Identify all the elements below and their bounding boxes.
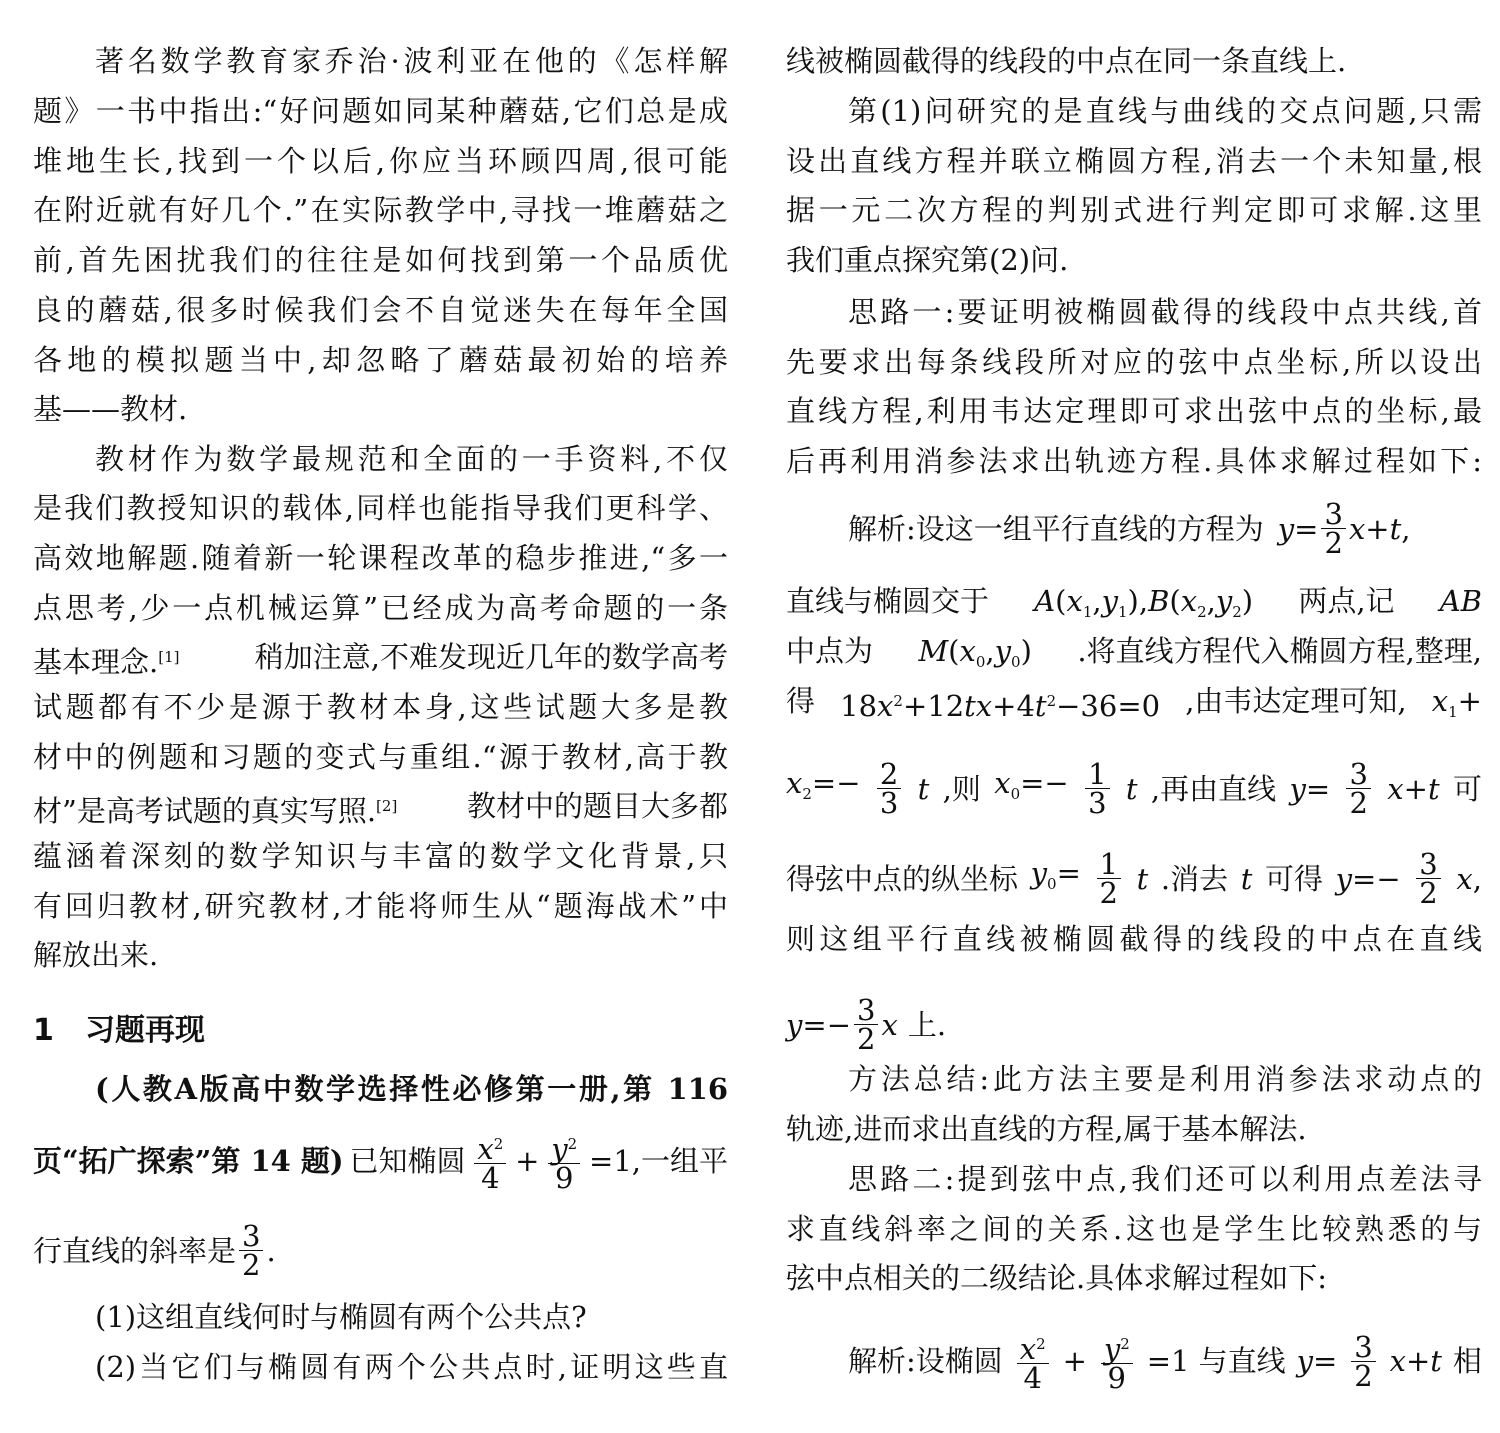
- text-line: 解放出来.: [33, 938, 159, 972]
- solution-line: 解析:设椭圆 $\frac{x^2}{4}$ + $\frac{y^2}{9}$ =1 与直线 y= $\frac{3}{2}$ x+t 相: [848, 1329, 1482, 1395]
- text-line: 思路一:要证明被椭圆截得的线段中点共线,首: [848, 295, 1482, 329]
- fraction: $\frac{3}{2}$: [239, 1222, 263, 1279]
- problem-source: 页“拓广探索”第 14 题): [33, 1144, 344, 1178]
- text-line: [33, 789, 728, 828]
- reference-marker[interactable]: [1]: [158, 648, 180, 666]
- problem-line: 页“拓广探索”第 14 题) 已知椭圆 $\frac{x^2}{4}$ + $\frac{y^2}{9}$ =1,一组平: [33, 1132, 728, 1195]
- fraction: $\frac{x^2}{4}$: [474, 1130, 506, 1192]
- solution-line: 得 $18x^2+12tx+4t^2-36=0$ ,由韦达定理可知, $x_1+$: [786, 684, 1482, 729]
- text-run: ,则: [942, 771, 981, 806]
- text-run: 得: [786, 684, 816, 718]
- text-line: 教材作为数学最规范和全面的一手资料,不仅: [95, 442, 728, 476]
- text-run: 直线与椭圆交于: [786, 584, 990, 618]
- fraction: $\frac{y^2}{9}$: [548, 1130, 580, 1192]
- text-line: 思路二:提到弦中点,我们还可以利用点差法寻: [848, 1162, 1482, 1196]
- fraction: $\frac{x^2}{4}$: [1017, 1330, 1049, 1392]
- section-number: 1: [33, 1013, 54, 1048]
- text-line: 是我们教授知识的载体,同样也能指导我们更科学、: [33, 491, 728, 525]
- solution-line: 中点为 $M(x_0,y_0)$ .将直线方程代入椭圆方程,整理,: [786, 634, 1482, 679]
- text-line: 先要求出每条线段所对应的弦中点坐标,所以设出: [786, 345, 1482, 379]
- solution-line: 解析:设这一组平行直线的方程为 y= $\frac{3}{2}$ x+t,: [848, 497, 1411, 560]
- text-run: =1,一组平: [589, 1144, 728, 1178]
- solution-line: 得弦中点的纵坐标 $y_0=$ $\frac{1}{2}$ t .消去 t 可得 y=− $\frac{3}{2}$ x,: [786, 847, 1482, 910]
- text-line: 方法总结:此方法主要是利用消参法求动点的: [848, 1062, 1482, 1096]
- text-run: 基本理念.: [33, 645, 159, 679]
- question-1: (1)这组直线何时与椭圆有两个公共点?: [95, 1300, 587, 1334]
- section-title: 习题再现: [85, 1013, 205, 1048]
- text-run: 上.: [907, 1007, 947, 1042]
- text-line: 据一元二次方程的判别式进行判定即可求解.这里: [786, 193, 1482, 227]
- fraction: $\frac{2}{3}$: [877, 760, 901, 817]
- text-line: 材中的例题和习题的变式与重组.“源于教材,高于教: [33, 740, 728, 774]
- text-run: 解析:设椭圆: [848, 1344, 1003, 1378]
- question-2: (2)当它们与椭圆有两个公共点时,证明这些直: [95, 1350, 728, 1384]
- text-run: 材”是高考试题的真实写照.: [33, 794, 377, 828]
- text-run: 教材中的题目大多都: [466, 789, 728, 823]
- fraction: $\frac{1}{3}$: [1085, 760, 1109, 817]
- text-line: 弦中点相关的二级结论.具体求解过程如下:: [786, 1261, 1327, 1295]
- text-run: 稍加注意,不难发现近几年的数学高考: [254, 640, 728, 674]
- text-line: 第(1)问研究的是直线与曲线的交点问题,只需: [848, 94, 1482, 128]
- problem-line: 行直线的斜率是 $\frac{3}{2}$ .: [33, 1219, 276, 1282]
- text-run: 行直线的斜率是: [33, 1233, 237, 1268]
- text-line: 求直线斜率之间的关系.这也是学生比较熟悉的与: [786, 1212, 1482, 1246]
- solution-line: 直线与椭圆交于 $A(x_1,y_1),B(x_2,y_2)$ 两点,记 AB: [786, 584, 1482, 629]
- text-line: 轨迹,进而求出直线的方程,属于基本解法.: [786, 1112, 1307, 1146]
- solution-line: y=− $\frac{3}{2}$ x 上.: [786, 993, 947, 1056]
- text-line: 有回归教材,研究教材,才能将师生从“题海战术”中: [33, 889, 728, 923]
- text-line: 设出直线方程并联立椭圆方程,消去一个未知量,根: [786, 144, 1482, 178]
- text-line: 基——教材.: [33, 392, 188, 426]
- text-line: 试题都有不少是源于教材本身,这些试题大多是教: [33, 690, 728, 724]
- fraction: $\frac{1}{2}$: [1097, 850, 1121, 907]
- text-run: 可得: [1265, 861, 1324, 896]
- solution-line: $x_2=-$ $\frac{2}{3}$ t ,则 $x_0=-$ $\frac{1}{3}$ t ,再由直线 y= $\frac{3}{2}$ x+t 可: [786, 757, 1482, 820]
- text-line: 我们重点探究第(2)问.: [786, 243, 1069, 277]
- text-run: 两点,记: [1298, 584, 1395, 618]
- problem-line: (人教A版高中数学选择性必修第一册,第 116: [95, 1072, 728, 1106]
- fraction: $\frac{3}{2}$: [1346, 760, 1370, 817]
- fraction: $\frac{3}{2}$: [1321, 500, 1345, 557]
- text-run: =1 与直线: [1146, 1344, 1286, 1378]
- text-line: 各地的模拟题当中,却忽略了蘑菇最初始的培养: [33, 343, 728, 377]
- text-line: 题》一书中指出:“好问题如同某种蘑菇,它们总是成: [33, 94, 728, 128]
- text-run: 已知椭圆: [349, 1144, 466, 1178]
- text-run: ,由韦达定理可知,: [1185, 684, 1407, 718]
- text-line: 线被椭圆截得的线段的中点在同一条直线上.: [786, 44, 1347, 78]
- text-run: ,再由直线: [1150, 771, 1277, 806]
- reference-marker[interactable]: [2]: [376, 797, 398, 815]
- text-line: 前,首先困扰我们的往往是如何找到第一个品质优: [33, 243, 728, 277]
- fraction: $\frac{3}{2}$: [1416, 850, 1440, 907]
- text-line: 著名数学教育家乔治·波利亚在他的《怎样解: [95, 44, 728, 78]
- text-run: 中点为: [786, 634, 874, 668]
- text-run: 得弦中点的纵坐标: [786, 861, 1019, 896]
- section-heading: [33, 1014, 205, 1048]
- text-line: 在附近就有好几个.”在实际教学中,寻找一堆蘑菇之: [33, 193, 728, 227]
- text-line: 直线方程,利用韦达定理即可求出弦中点的坐标,最: [786, 394, 1482, 428]
- solution-line: 则这组平行直线被椭圆截得的线段的中点在直线: [786, 922, 1482, 956]
- text-run: .消去: [1160, 861, 1229, 896]
- text-line: 堆地生长,找到一个以后,你应当环顾四周,很可能: [33, 144, 728, 178]
- fraction: $\frac{y^2}{9}$: [1101, 1330, 1133, 1392]
- text-run: 解析:设这一组平行直线的方程为: [848, 511, 1264, 546]
- text-run: .将直线方程代入椭圆方程,整理,: [1077, 634, 1482, 668]
- fraction: $\frac{3}{2}$: [854, 996, 878, 1053]
- text-line: 蕴涵着深刻的数学知识与丰富的数学文化背景,只: [33, 839, 728, 873]
- text-run: 相: [1452, 1344, 1482, 1378]
- text-line: 后再利用消参法求出轨迹方程.具体求解过程如下:: [786, 444, 1482, 478]
- fraction: $\frac{3}{2}$: [1351, 1333, 1375, 1390]
- text-run: 可: [1452, 771, 1482, 806]
- text-line: 高效地解题.随着新一轮课程改革的稳步推进,“多一: [33, 541, 728, 575]
- text-line: 点思考,少一点机械运算”已经成为高考命题的一条: [33, 591, 728, 625]
- text-line: 良的蘑菇,很多时候我们会不自觉迷失在每年全国: [33, 293, 728, 327]
- text-line: [33, 640, 728, 679]
